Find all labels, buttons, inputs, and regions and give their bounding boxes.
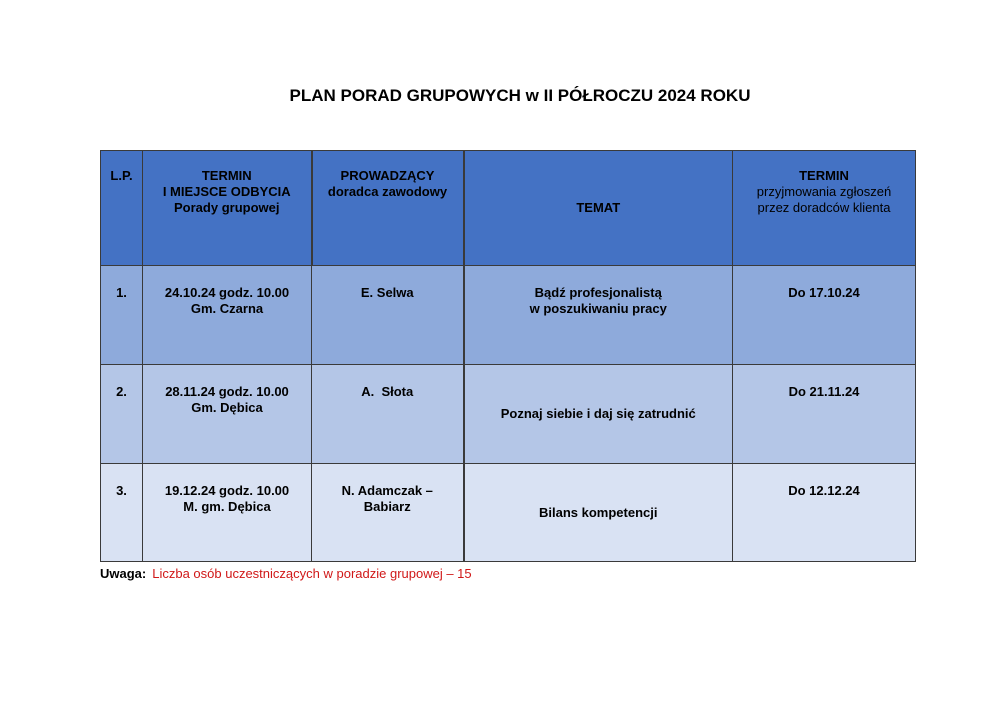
note-label: Uwaga: xyxy=(100,566,147,581)
row-topic-line1: Poznaj siebie i daj się zatrudnić xyxy=(500,406,696,421)
header-lp-label: L.P. xyxy=(110,168,133,183)
header-termin-line1: TERMIN xyxy=(201,168,252,183)
cell-deadline xyxy=(733,464,916,562)
schedule-table xyxy=(100,150,916,562)
header-temat xyxy=(464,151,733,266)
row-deadline: Do 17.10.24 xyxy=(788,285,860,300)
header-termin-line2: I MIEJSCE ODBYCIA xyxy=(162,184,291,199)
row-deadline: Do 21.11.24 xyxy=(788,384,860,399)
table-row xyxy=(101,365,916,464)
table-row xyxy=(101,464,916,562)
row-leader-line2: Babiarz xyxy=(363,499,411,514)
header-zgloszenia-line3: przez doradców klienta xyxy=(757,200,891,215)
cell-topic xyxy=(464,464,733,562)
row-date: 24.10.24 godz. 10.00 xyxy=(164,285,290,300)
row-date: 19.12.24 godz. 10.00 xyxy=(164,483,290,498)
row-place: Gm. Dębica xyxy=(191,400,263,415)
header-termin-line3: Porady grupowej xyxy=(174,200,280,215)
row-lp: 3. xyxy=(116,483,127,498)
row-leader-line1: N. Adamczak – xyxy=(341,483,433,498)
row-topic-line2: w poszukiwaniu pracy xyxy=(529,301,667,316)
cell-leader xyxy=(312,464,464,562)
header-prowadzacy-line2: doradca zawodowy xyxy=(327,184,448,199)
row-topic-line1: Bądź profesjonalistą xyxy=(534,285,662,300)
cell-lp xyxy=(101,266,143,365)
header-lp xyxy=(101,151,143,266)
row-topic-line1: Bilans kompetencji xyxy=(539,504,658,520)
table-header-row xyxy=(101,151,916,266)
row-lp: 2. xyxy=(116,384,127,399)
cell-deadline xyxy=(733,365,916,464)
cell-lp xyxy=(101,464,143,562)
header-zgloszenia xyxy=(733,151,916,266)
note-text: Liczba osób uczestniczących w poradzie grupowej – 15 xyxy=(152,566,472,581)
row-place: M. gm. Dębica xyxy=(183,499,271,514)
header-termin xyxy=(143,151,312,266)
header-zgloszenia-line2: przyjmowania zgłoszeń xyxy=(756,184,892,199)
header-prowadzacy xyxy=(312,151,464,266)
note xyxy=(100,566,472,581)
cell-deadline xyxy=(733,266,916,365)
header-prowadzacy-line1: PROWADZĄCY xyxy=(340,168,435,183)
cell-topic xyxy=(464,266,733,365)
header-temat-label: TEMAT xyxy=(576,200,621,215)
cell-lp xyxy=(101,365,143,464)
row-leader: A. Słota xyxy=(361,384,414,399)
cell-topic xyxy=(464,365,733,464)
row-place: Gm. Czarna xyxy=(190,301,264,316)
cell-leader xyxy=(312,266,464,365)
cell-termin xyxy=(143,266,312,365)
row-date: 28.11.24 godz. 10.00 xyxy=(165,384,289,399)
row-leader: E. Selwa xyxy=(360,285,414,300)
row-lp: 1. xyxy=(116,285,127,300)
table-row xyxy=(101,266,916,365)
cell-leader xyxy=(312,365,464,464)
header-zgloszenia-line1: TERMIN xyxy=(799,168,849,183)
row-deadline: Do 12.12.24 xyxy=(788,483,860,498)
page-title: PLAN PORAD GRUPOWYCH w II PÓŁROCZU 2024 ROKU xyxy=(289,86,751,105)
cell-termin xyxy=(143,365,312,464)
cell-termin xyxy=(143,464,312,562)
